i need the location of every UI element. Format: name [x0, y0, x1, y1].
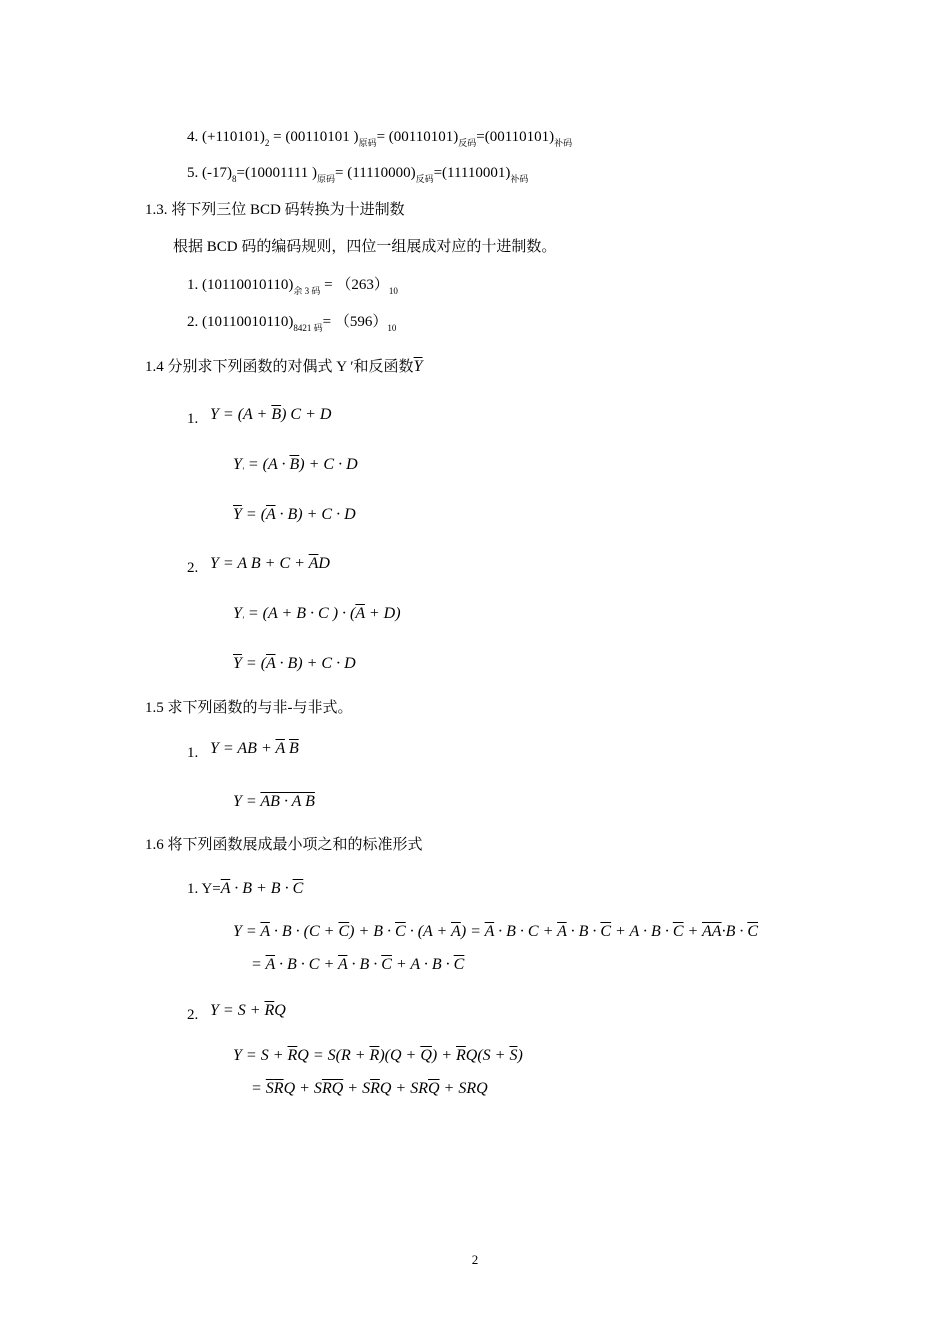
section-1-4-heading — [145, 357, 422, 377]
formula-1-5-1-result — [233, 792, 315, 812]
text: Q — [274, 1002, 286, 1019]
text: Y — [233, 605, 242, 622]
text: = ( — [241, 506, 267, 523]
item-number: 2. — [187, 1007, 199, 1023]
y-bar: $\overline{Y}$ — [413, 358, 423, 375]
s-bar: $\overline{S}$ — [265, 1080, 274, 1097]
bcd-item-2 — [187, 312, 396, 338]
subscript: 补码 — [554, 138, 573, 148]
text: + SRQ — [439, 1080, 488, 1097]
text: ) = — [460, 923, 485, 940]
text: = ( — [241, 655, 267, 672]
formula-1-4-1-dual — [233, 455, 358, 481]
text: Y = S + — [233, 1047, 288, 1064]
text: · B · (C + — [269, 923, 339, 940]
c-bar: $\overline{C}$ — [338, 923, 350, 940]
subscript: 10 — [388, 286, 398, 296]
text: 2. (10110010110) — [187, 314, 294, 330]
section-1-6-heading: 1.6 将下列函数展成最小项之和的标准形式 — [145, 837, 423, 853]
text: ) + C · D — [299, 456, 358, 473]
subscript: 2 — [264, 138, 270, 148]
c-bar: $\overline{C}$ — [672, 923, 684, 940]
text: =(00110101) — [476, 129, 555, 145]
subscript: 反码 — [415, 174, 434, 184]
text: ) + — [431, 1047, 457, 1064]
text: · B · C + — [494, 923, 558, 940]
c-bar: $\overline{C}$ — [395, 923, 406, 940]
subscript: 8421 码 — [293, 323, 323, 333]
subscript: 原码 — [317, 174, 336, 184]
text: Y = AB + — [210, 740, 276, 757]
a-bar: $\overline{A}$ — [266, 655, 276, 672]
section-1-5-heading: 1.5 求下列函数的与非-与非式。 — [145, 700, 353, 716]
text: ) — [517, 1047, 523, 1064]
text: 1.4 分别求下列函数的对偶式 Y ′和反函数 — [145, 359, 414, 375]
text: 1. Y= — [187, 881, 221, 897]
q-bar: $\overline{Q}$ — [420, 1047, 432, 1064]
c-bar: $\overline{C}$ — [381, 956, 392, 973]
text: D — [318, 555, 330, 572]
text: 4. (+110101) — [187, 129, 265, 145]
conv-item-5 — [187, 163, 528, 189]
text: · B) + C · D — [275, 655, 356, 672]
rq-bar: $\overline{RQ}$ — [321, 1080, 344, 1097]
text: Y = — [233, 923, 261, 940]
text: Y = S + — [210, 1002, 265, 1019]
item-number: 1. — [187, 745, 199, 761]
text: + D) — [364, 605, 401, 622]
formula-1-6-1 — [187, 879, 303, 899]
formula-1-4-2-dual — [233, 604, 401, 630]
a-bar: $\overline{A}$ — [265, 956, 275, 973]
text: · (A + — [405, 923, 452, 940]
prime: ′ — [241, 615, 244, 625]
c-bar: $\overline{C}$ — [747, 923, 759, 940]
text: + A · B · — [611, 923, 673, 940]
nand-bar: AB · A B — [260, 793, 315, 810]
c-bar: $\overline{C}$ — [453, 956, 465, 973]
subscript: 10 — [387, 323, 397, 333]
text: Q(S + — [465, 1047, 510, 1064]
text: = (00110101) — [376, 129, 459, 145]
text: )(Q + — [379, 1047, 421, 1064]
text: 5. (-17) — [187, 165, 232, 181]
r-bar: $\overline{R}$ — [456, 1047, 466, 1064]
page-number: 2 — [471, 1252, 479, 1267]
expansion-1-6-2-line-1 — [233, 1046, 523, 1066]
formula-1-5-1 — [210, 739, 299, 759]
r-bar: $\overline{R}$ — [370, 1080, 380, 1097]
a-bar: $\overline{A}$ — [484, 923, 495, 940]
r-bar: $\overline{R}$ — [287, 1047, 298, 1064]
c-bar: $\overline{C}$ — [600, 923, 612, 940]
a-bar: $\overline{A}$ — [308, 555, 319, 572]
formula-1-4-1-inverse — [233, 505, 356, 525]
expansion-1-6-1-line-2 — [251, 955, 464, 975]
text: ·B · — [721, 923, 748, 940]
text: · B · — [347, 956, 382, 973]
r-bar: $\overline{R}$ — [273, 1080, 284, 1097]
conv-item-4 — [187, 127, 572, 153]
subscript: 补码 — [510, 174, 529, 184]
a-bar: $\overline{A}$ — [337, 956, 348, 973]
subscript: 8 — [232, 174, 237, 184]
y-bar: $\overline{Y}$ — [233, 506, 242, 523]
a-bar: $\overline{A}$ — [355, 605, 365, 622]
bcd-item-1 — [187, 275, 398, 301]
text: = (A + B · C ) · ( — [243, 605, 356, 622]
text: Q + SR — [379, 1080, 428, 1097]
text: Q = S(R + — [297, 1047, 370, 1064]
a-bar: $\overline{A}$ — [220, 880, 231, 897]
text: = (00110101 ) — [269, 129, 359, 145]
b-bar: $\overline{B}$ — [271, 406, 282, 423]
text: + — [683, 923, 702, 940]
text: · B) + C · D — [275, 506, 356, 523]
subscript: 原码 — [358, 138, 377, 148]
section-1-3-heading: 1.3. 将下列三位 BCD 码转换为十进制数 — [145, 202, 405, 218]
q-bar: $\overline{Q}$ — [427, 1080, 440, 1097]
section-1-3-description: 根据 BCD 码的编码规则，四位一组展成对应的十进制数。 — [173, 239, 557, 255]
r-bar: $\overline{R}$ — [369, 1047, 380, 1064]
a-bar: $\overline{A}$ — [711, 923, 722, 940]
formula-1-6-2 — [210, 1001, 286, 1021]
a-bar: $\overline{A}$ — [451, 923, 461, 940]
b-bar: $\overline{B}$ — [288, 740, 299, 757]
text: = (11110000) — [335, 165, 416, 181]
a-bar: $\overline{A}$ — [557, 923, 567, 940]
expansion-1-6-1-line-1 — [233, 922, 758, 942]
text: · B · — [566, 923, 601, 940]
text: = — [251, 1080, 266, 1097]
text: ) C + D — [281, 406, 332, 423]
expansion-1-6-2-line-2 — [251, 1079, 488, 1099]
y-bar: $\overline{Y}$ — [233, 655, 242, 672]
prime: ′ — [241, 466, 244, 476]
text: 1. (10110010110) — [187, 277, 294, 293]
text: Y = A B + C + — [210, 555, 309, 572]
s-bar: $\overline{S}$ — [509, 1047, 518, 1064]
formula-1-4-2-inverse — [233, 654, 356, 674]
text: · B · C + — [275, 956, 338, 973]
text: = （596） — [322, 314, 388, 330]
formula-1-4-1 — [210, 405, 331, 425]
subscript: 反码 — [458, 138, 477, 148]
text: Q + S — [283, 1080, 322, 1097]
text: · B + B · — [230, 880, 293, 897]
b-bar: $\overline{B}$ — [289, 456, 300, 473]
a-bar: $\overline{A}$ — [702, 923, 712, 940]
item-number: 2. — [187, 560, 199, 576]
text: = （263） — [320, 277, 389, 293]
r-bar: $\overline{R}$ — [264, 1002, 275, 1019]
text: Y = — [233, 793, 261, 810]
text: ) + B · — [349, 923, 396, 940]
text: Y — [233, 456, 242, 473]
text: Y = (A + — [210, 406, 272, 423]
item-number: 1. — [187, 411, 199, 427]
subscript: 余 3 码 — [293, 286, 321, 296]
a-bar: $\overline{A}$ — [275, 740, 285, 757]
text: =(10001111 ) — [236, 165, 318, 181]
formula-1-4-2 — [210, 554, 330, 574]
c-bar: $\overline{C}$ — [292, 880, 304, 897]
text: = — [251, 956, 266, 973]
a-bar: $\overline{A}$ — [266, 506, 276, 523]
a-bar: $\overline{A}$ — [260, 923, 270, 940]
text: + S — [343, 1080, 371, 1097]
text: + A · B · — [391, 956, 454, 973]
text: = (A · — [243, 456, 290, 473]
text: =(11110001) — [433, 165, 511, 181]
